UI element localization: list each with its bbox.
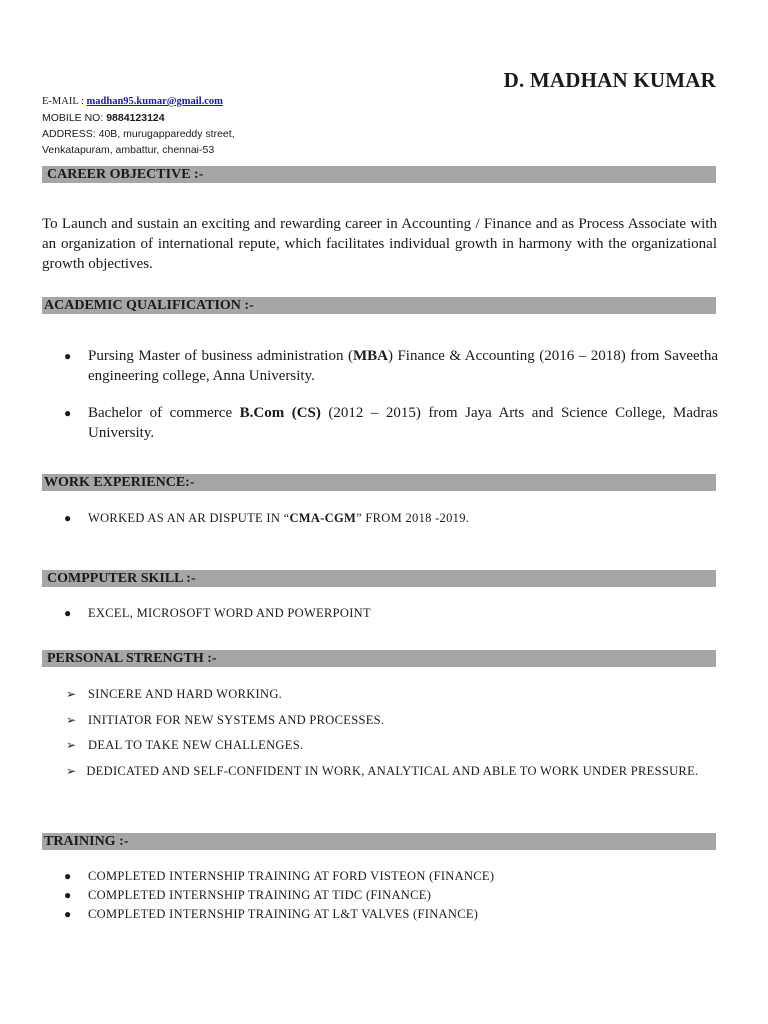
work-item: ● WORKED AS AN AR DISPUTE IN “CMA-CGM” FROM 2018 -2019. <box>64 511 470 525</box>
training-item: ● COMPLETED INTERNSHIP TRAINING AT L&T VALVES (FINANCE) <box>42 905 718 924</box>
strength-item: ➢ INITIATOR FOR NEW SYSTEMS AND PROCESSES. <box>42 708 722 734</box>
arrow-bullet-icon: ➢ <box>66 712 77 727</box>
email-row <box>42 93 235 110</box>
personal-strength-list <box>42 682 722 784</box>
academic-list <box>42 346 718 460</box>
email-label: E-MAIL : <box>42 96 87 107</box>
mobile-label: MOBILE NO: <box>42 112 107 124</box>
computer-skill-item: ● EXCEL, MICROSOFT WORD AND POWERPOINT <box>64 606 371 620</box>
work-experience-heading: WORK EXPERIENCE:- <box>42 474 716 491</box>
employer-name: CMA-CGM <box>289 511 357 525</box>
academic-heading: ACADEMIC QUALIFICATION :- <box>42 297 716 314</box>
bullet-dot-icon: ● <box>64 888 72 902</box>
strength-item: ➢ SINCERE AND HARD WORKING. <box>42 682 722 708</box>
address-label: ADDRESS: <box>42 128 99 140</box>
career-objective-heading: CAREER OBJECTIVE :- <box>42 166 716 183</box>
resume-name: D. MADHAN KUMAR <box>503 68 716 92</box>
work-list <box>42 509 718 527</box>
training-item: ● COMPLETED INTERNSHIP TRAINING AT TIDC (FINANCE) <box>42 886 718 905</box>
bullet-dot-icon: ● <box>64 907 72 921</box>
degree-mba: MBA <box>352 348 388 364</box>
strength-item: ➢ DEDICATED AND SELF-CONFIDENT IN WORK, ANALYTICAL AND ABLE TO WORK UNDER PRESSURE. <box>66 763 699 778</box>
arrow-bullet-icon: ➢ <box>66 738 77 752</box>
degree-bcom: B.Com (CS) <box>239 405 321 421</box>
computer-skill-list <box>42 604 718 622</box>
training-heading: TRAINING :- <box>42 833 716 850</box>
email-link[interactable]: madhan95.kumar@gmail.com <box>86 96 223 107</box>
bullet-dot-icon: ● <box>64 511 72 525</box>
contact-block <box>42 93 235 158</box>
mobile-number: 9884123124 <box>106 112 165 124</box>
strength-item: ➢ DEAL TO TAKE NEW CHALLENGES. <box>42 733 722 759</box>
bullet-dot-icon: ● <box>64 349 72 363</box>
arrow-bullet-icon: ➢ <box>66 687 77 701</box>
personal-strength-heading: PERSONAL STRENGTH :- <box>42 650 716 667</box>
academic-item-mba: ● Pursing Master of business administration (MBA) Finance & Accounting (2016 – 2018) from Saveetha engineering college, Anna University. <box>64 348 718 384</box>
career-objective-text: To Launch and sustain an exciting and rewarding career in Accounting / Finance and as Process Associate with an organization of international repute, which facilitates individual growth in harmony with the organizational growth objectives. <box>42 216 717 272</box>
address-line-1: 40B, murugappareddy street, <box>98 128 235 140</box>
training-item: ● COMPLETED INTERNSHIP TRAINING AT FORD VISTEON (FINANCE) <box>42 867 718 886</box>
bullet-dot-icon: ● <box>64 606 72 620</box>
computer-skill-heading: COMPPUTER SKILL :- <box>42 570 716 587</box>
arrow-bullet-icon: ➢ <box>66 763 77 778</box>
mobile-row <box>42 110 235 126</box>
address-row <box>42 126 235 142</box>
bullet-dot-icon: ● <box>64 869 72 883</box>
academic-item-bcom: ● Bachelor of commerce B.Com (CS) (2012 – 2015) from Jaya Arts and Science College, Madras University. <box>64 405 719 441</box>
training-list <box>42 867 718 924</box>
bullet-dot-icon: ● <box>64 406 72 420</box>
address-line-2: Venkatapuram, ambattur, chennai-53 <box>42 144 215 156</box>
